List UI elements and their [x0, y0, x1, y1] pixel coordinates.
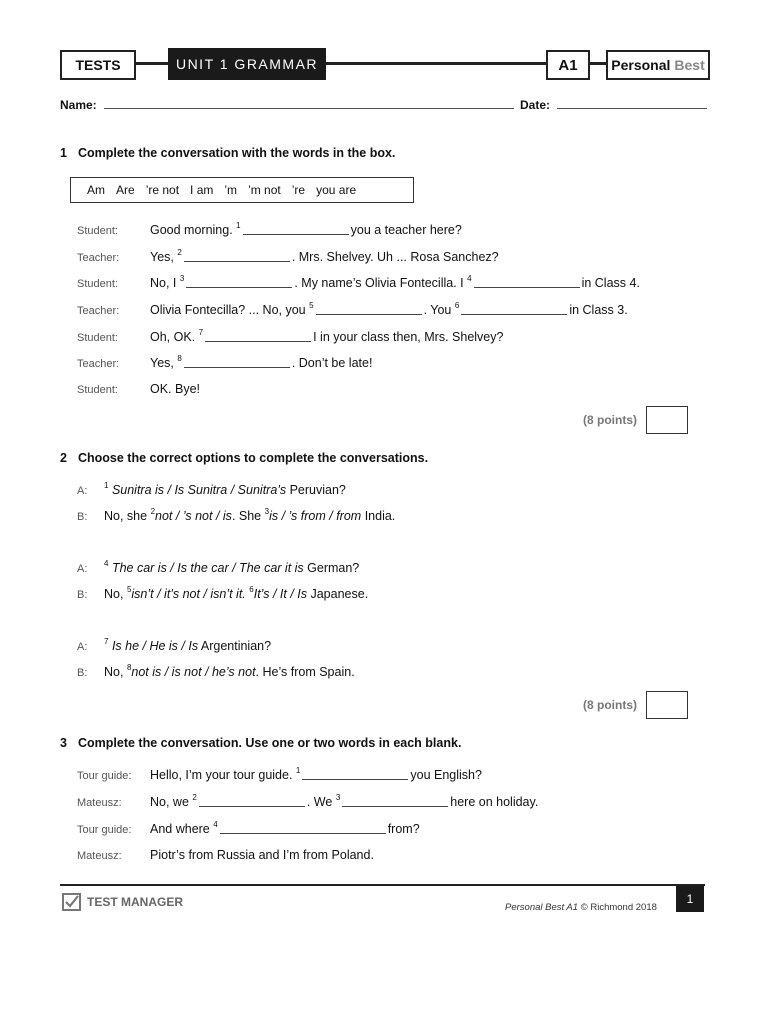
blank-number: 1 — [295, 766, 301, 775]
blank-number: 2 — [177, 248, 182, 257]
date-label: Date: — [520, 98, 551, 112]
item-number: 2 — [150, 507, 156, 516]
dialogue-line — [150, 768, 482, 782]
dialogue-line — [150, 356, 372, 370]
question-1-number: 1 — [60, 146, 67, 160]
answer-blank[interactable] — [316, 304, 422, 315]
answer-blank[interactable] — [186, 277, 292, 288]
test-manager-logo — [62, 893, 183, 911]
line-text: Peruvian? — [289, 483, 346, 497]
question-2-title — [60, 451, 428, 465]
question-1-title — [60, 146, 395, 160]
line-text: Oh, OK. — [150, 330, 196, 344]
line-text: Hello, I’m your tour guide. — [150, 768, 293, 782]
speaker-label: Teacher: — [77, 252, 120, 264]
speaker-label: Mateusz: — [77, 850, 122, 862]
item-number: 3 — [264, 507, 270, 516]
points-label: (8 points) — [583, 698, 637, 712]
line-text: Yes, — [150, 356, 174, 370]
answer-blank[interactable] — [220, 823, 386, 834]
option-set[interactable]: It’s / It / Is — [253, 587, 307, 601]
option-set[interactable]: Sunitra is / Is Sunitra / Sunitra’s — [111, 483, 287, 497]
line-text: in Class 4. — [581, 276, 640, 290]
dialogue-line — [150, 250, 499, 264]
copyright-book: Personal Best A1 — [505, 902, 579, 913]
option-set[interactable]: is / ’s from / from — [269, 509, 362, 523]
speaker-label: A: — [77, 641, 88, 653]
answer-blank[interactable] — [474, 277, 580, 288]
line-text: Olivia Fontecilla? ... No, you — [150, 303, 306, 317]
line-text: No, we — [150, 795, 189, 809]
blank-number: 4 — [467, 274, 472, 283]
blank-number: 7 — [198, 328, 204, 337]
blank-number: 5 — [309, 301, 314, 310]
option-set[interactable]: not / ’s not / is — [155, 509, 232, 523]
question-3-number: 3 — [60, 736, 67, 750]
line-text: Yes, — [150, 250, 174, 264]
header-rule-right — [588, 62, 606, 65]
line-text: No, — [104, 587, 124, 601]
header-rule-middle — [326, 62, 546, 65]
line-text: Piotr’s from Russia and I’m from Poland. — [150, 848, 374, 862]
speaker-label: Teacher: — [77, 305, 120, 317]
line-text: Good morning. — [150, 223, 233, 237]
answer-blank[interactable] — [243, 224, 349, 235]
test-manager-label: TEST MANAGER — [87, 895, 183, 909]
speaker-label: B: — [77, 667, 88, 679]
line-text: . Mrs. Shelvey. Uh ... Rosa Sanchez? — [291, 250, 499, 264]
brand-part-1: Personal — [611, 57, 671, 73]
question-1-text: Complete the conversation with the words in the box. — [78, 146, 396, 160]
line-text: No, I — [150, 276, 177, 290]
date-blank[interactable] — [557, 108, 707, 109]
line-text: India. — [364, 509, 396, 523]
question-3-title — [60, 736, 461, 750]
dialogue-line — [104, 509, 395, 523]
level-badge: A1 — [546, 50, 590, 80]
option-set[interactable]: The car is / Is the car / The car it is — [111, 561, 304, 575]
name-field[interactable] — [60, 98, 514, 112]
unit-title: UNIT 1 GRAMMAR — [168, 48, 326, 80]
speaker-label: Tour guide: — [77, 824, 132, 836]
score-box[interactable] — [646, 406, 688, 434]
word-box-item: Am — [87, 183, 105, 197]
line-text: you a teacher here? — [350, 223, 462, 237]
blank-number: 8 — [177, 354, 182, 363]
line-text: Argentinian? — [200, 639, 272, 653]
answer-blank[interactable] — [461, 304, 567, 315]
test-manager-icon — [62, 893, 82, 911]
line-text: German? — [307, 561, 360, 575]
score-box[interactable] — [646, 691, 688, 719]
dialogue-line — [150, 330, 503, 344]
word-box-item: ’re — [291, 183, 306, 197]
line-text: . My name’s Olivia Fontecilla. I — [294, 276, 464, 290]
line-text: in Class 3. — [569, 303, 628, 317]
speaker-label: Mateusz: — [77, 797, 122, 809]
answer-blank[interactable] — [184, 357, 290, 368]
word-box-item: ’m — [224, 183, 238, 197]
line-text: . Don’t be late! — [291, 356, 373, 370]
brand-logo — [606, 50, 710, 80]
item-number: 5 — [126, 585, 132, 594]
speaker-label: B: — [77, 511, 88, 523]
copyright-holder: © Richmond 2018 — [580, 902, 657, 913]
dialogue-line — [104, 561, 359, 575]
item-number: 7 — [104, 637, 109, 646]
line-text: here on holiday. — [450, 795, 539, 809]
line-text: . She — [231, 509, 262, 523]
speaker-label: B: — [77, 589, 88, 601]
word-box — [70, 177, 414, 203]
dialogue-line — [150, 303, 628, 317]
blank-number: 1 — [236, 221, 241, 230]
item-number: 1 — [104, 481, 109, 490]
line-text: . You — [423, 303, 452, 317]
speaker-label: Student: — [77, 278, 118, 290]
word-box-item: I am — [190, 183, 214, 197]
footer-rule — [60, 884, 705, 886]
name-blank[interactable] — [104, 108, 514, 109]
blank-number: 2 — [192, 793, 197, 802]
dialogue-line — [150, 276, 640, 290]
brand-part-2: Best — [674, 57, 705, 73]
dialogue-line — [150, 795, 538, 809]
tests-label: TESTS — [60, 50, 136, 80]
speaker-label: A: — [77, 563, 88, 575]
points-label: (8 points) — [583, 413, 637, 427]
answer-blank[interactable] — [342, 796, 448, 807]
option-set[interactable]: not is / is not / he’s not — [131, 665, 256, 679]
answer-blank[interactable] — [205, 331, 311, 342]
dialogue-line — [150, 822, 420, 836]
line-text: . He’s from Spain. — [255, 665, 355, 679]
line-text: No, — [104, 665, 124, 679]
word-box-item: Are — [116, 183, 135, 197]
speaker-label: Tour guide: — [77, 770, 132, 782]
date-field[interactable] — [520, 98, 707, 112]
question-2-text: Choose the correct options to complete the conversations. — [78, 451, 429, 465]
item-number: 8 — [126, 663, 132, 672]
line-text: Japanese. — [310, 587, 369, 601]
dialogue-line — [104, 639, 271, 653]
line-text: And where — [150, 822, 210, 836]
blank-number: 3 — [335, 793, 341, 802]
answer-blank[interactable] — [302, 769, 408, 780]
line-text: No, she — [104, 509, 148, 523]
dialogue-line — [104, 665, 355, 679]
blank-number: 4 — [213, 820, 218, 829]
speaker-label: A: — [77, 485, 88, 497]
copyright — [505, 902, 657, 913]
option-set[interactable]: Is he / He is / Is — [111, 639, 199, 653]
line-text: . We — [306, 795, 333, 809]
line-text: from? — [387, 822, 420, 836]
dialogue-line — [104, 587, 368, 601]
page-number: 1 — [676, 886, 704, 912]
answer-blank[interactable] — [199, 796, 305, 807]
word-box-item: you are — [316, 183, 357, 197]
word-box-item: ’re not — [145, 183, 180, 197]
blank-number: 3 — [179, 274, 185, 283]
speaker-label: Teacher: — [77, 358, 120, 370]
blank-number: 6 — [454, 301, 460, 310]
option-set[interactable]: isn’t / it’s not / isn’t it. — [131, 587, 246, 601]
name-label: Name: — [60, 98, 97, 112]
speaker-label: Student: — [77, 332, 118, 344]
word-box-item: ’m not — [248, 183, 281, 197]
item-number: 4 — [104, 559, 109, 568]
speaker-label: Student: — [77, 225, 118, 237]
line-text: I in your class then, Mrs. Shelvey? — [313, 330, 504, 344]
dialogue-line — [104, 483, 346, 497]
question-2-number: 2 — [60, 451, 67, 465]
speaker-label: Student: — [77, 384, 118, 396]
header-rule-left — [134, 62, 170, 65]
question-3-text: Complete the conversation. Use one or two words in each blank. — [78, 736, 462, 750]
item-number: 6 — [249, 585, 254, 594]
dialogue-line — [150, 382, 200, 396]
dialogue-line — [150, 223, 462, 237]
line-text: you English? — [410, 768, 482, 782]
dialogue-line — [150, 848, 374, 862]
answer-blank[interactable] — [184, 251, 290, 262]
line-text: OK. Bye! — [150, 382, 201, 396]
